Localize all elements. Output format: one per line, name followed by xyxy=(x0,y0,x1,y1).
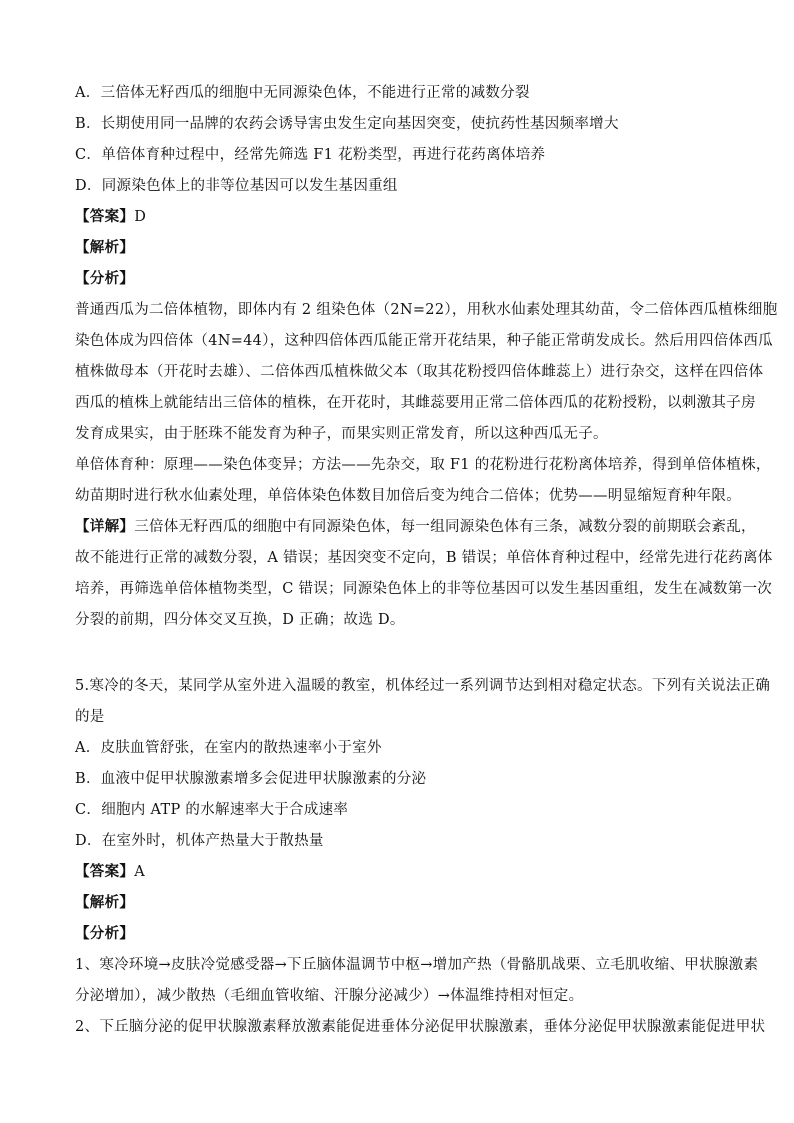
q5-answer xyxy=(75,862,145,882)
q5-option-d: D．在室外时，机体产热量大于散热量 xyxy=(75,833,324,849)
detail-text: 三倍体无籽西瓜的细胞中有同源染色体，每一组同源染色体有三条，减数分裂的前期联会紊乱， xyxy=(134,519,756,535)
q5-stem-line: 的是 xyxy=(75,709,105,725)
q4-option-b: B．长期使用同一品牌的农药会诱导害虫发生定向基因突变，使抗药性基因频率增大 xyxy=(75,116,619,132)
q4-detail-line: 分裂的前期，四分体交叉互换，D 正确；故选 D。 xyxy=(75,612,405,628)
answer-value: A xyxy=(134,864,145,880)
q4-option-a: A．三倍体无籽西瓜的细胞中无同源染色体，不能进行正常的减数分裂 xyxy=(75,85,530,101)
q4-analysis-line: 西瓜的植株上就能结出三倍体的植株，在开花时，其雌蕊要用正常二倍体西瓜的花粉授粉，以刺激其子房 xyxy=(75,395,756,411)
q4-analysis-line: 单倍体育种：原理——染色体变异；方法——先杂交，取 F1 的花粉进行花粉离体培养，得到单倍体植株， xyxy=(75,457,771,473)
q4-answer xyxy=(75,207,146,227)
q5-option-c: C．细胞内 ATP 的水解速率大于合成速率 xyxy=(75,802,349,818)
q5-option-a: A．皮肤血管舒张，在室内的散热速率小于室外 xyxy=(75,740,382,756)
answer-value: D xyxy=(134,209,147,225)
q5-fenxi-heading: 【分析】 xyxy=(75,925,135,942)
q5-analysis-line: 1、寒冷环境→皮肤冷觉感受器→下丘脑体温调节中枢→增加产热（骨骼肌战栗、立毛肌收缩、甲状腺激素 xyxy=(75,957,759,973)
q4-analysis-line: 植株做母本（开花时去雄）、二倍体西瓜植株做父本（取其花粉授四倍体雌蕊上）进行杂交，这样在四倍体 xyxy=(75,364,764,380)
q4-analysis-line: 染色体成为四倍体（4N=44），这种四倍体西瓜能正常开花结果，种子能正常萌发成长。然后用四倍体西瓜 xyxy=(75,333,773,349)
q4-detail-line: 故不能进行正常的减数分裂，A 错误；基因突变不定向，B 错误；单倍体育种过程中，经常先进行花药离体 xyxy=(75,550,773,566)
q4-option-c: C．单倍体育种过程中，经常先筛选 F1 花粉类型，再进行花药离体培养 xyxy=(75,147,546,163)
q4-analysis-line: 发育成果实，由于胚珠不能发育为种子，而果实则正常发育，所以这种西瓜无子。 xyxy=(75,426,608,442)
q5-jiexi-heading: 【解析】 xyxy=(75,894,135,911)
answer-tag: 【答案】 xyxy=(75,208,135,225)
q5-analysis-line: 2、下丘脑分泌的促甲状腺激素释放激素能促进垂体分泌促甲状腺激素，垂体分泌促甲状腺激素能促进甲状 xyxy=(75,1019,766,1035)
q5-option-b: B．血液中促甲状腺激素增多会促进甲状腺激素的分泌 xyxy=(75,771,427,787)
q4-jiexi-heading: 【解析】 xyxy=(75,239,135,256)
q4-analysis-line: 普通西瓜为二倍体植物，即体内有 2 组染色体（2N=22），用秋水仙素处理其幼苗，令二倍体西瓜植株细胞 xyxy=(75,302,778,318)
q4-detail-line: 培养，再筛选单倍体植物类型，C 错误；同源染色体上的非等位基因可以发生基因重组，发生在减数第一次 xyxy=(75,581,773,597)
answer-tag: 【答案】 xyxy=(75,863,135,880)
q4-option-d: D．同源染色体上的非等位基因可以发生基因重组 xyxy=(75,178,398,194)
q5-analysis-line: 分泌增加），减少散热（毛细血管收缩、汗腺分泌减少）→体温维持相对恒定。 xyxy=(75,988,584,1004)
q5-stem-line: 5.寒冷的冬天，某同学从室外进入温暖的教室，机体经过一系列调节达到相对稳定状态。下列有关说法正确 xyxy=(75,678,771,694)
q4-fenxi-heading: 【分析】 xyxy=(75,270,135,287)
detail-tag: 【详解】 xyxy=(75,518,135,535)
q4-analysis-line: 幼苗期时进行秋水仙素处理，单倍体染色体数目加倍后变为纯合二倍体；优势——明显缩短育种年限。 xyxy=(75,488,741,504)
q4-detail-line xyxy=(75,517,756,537)
